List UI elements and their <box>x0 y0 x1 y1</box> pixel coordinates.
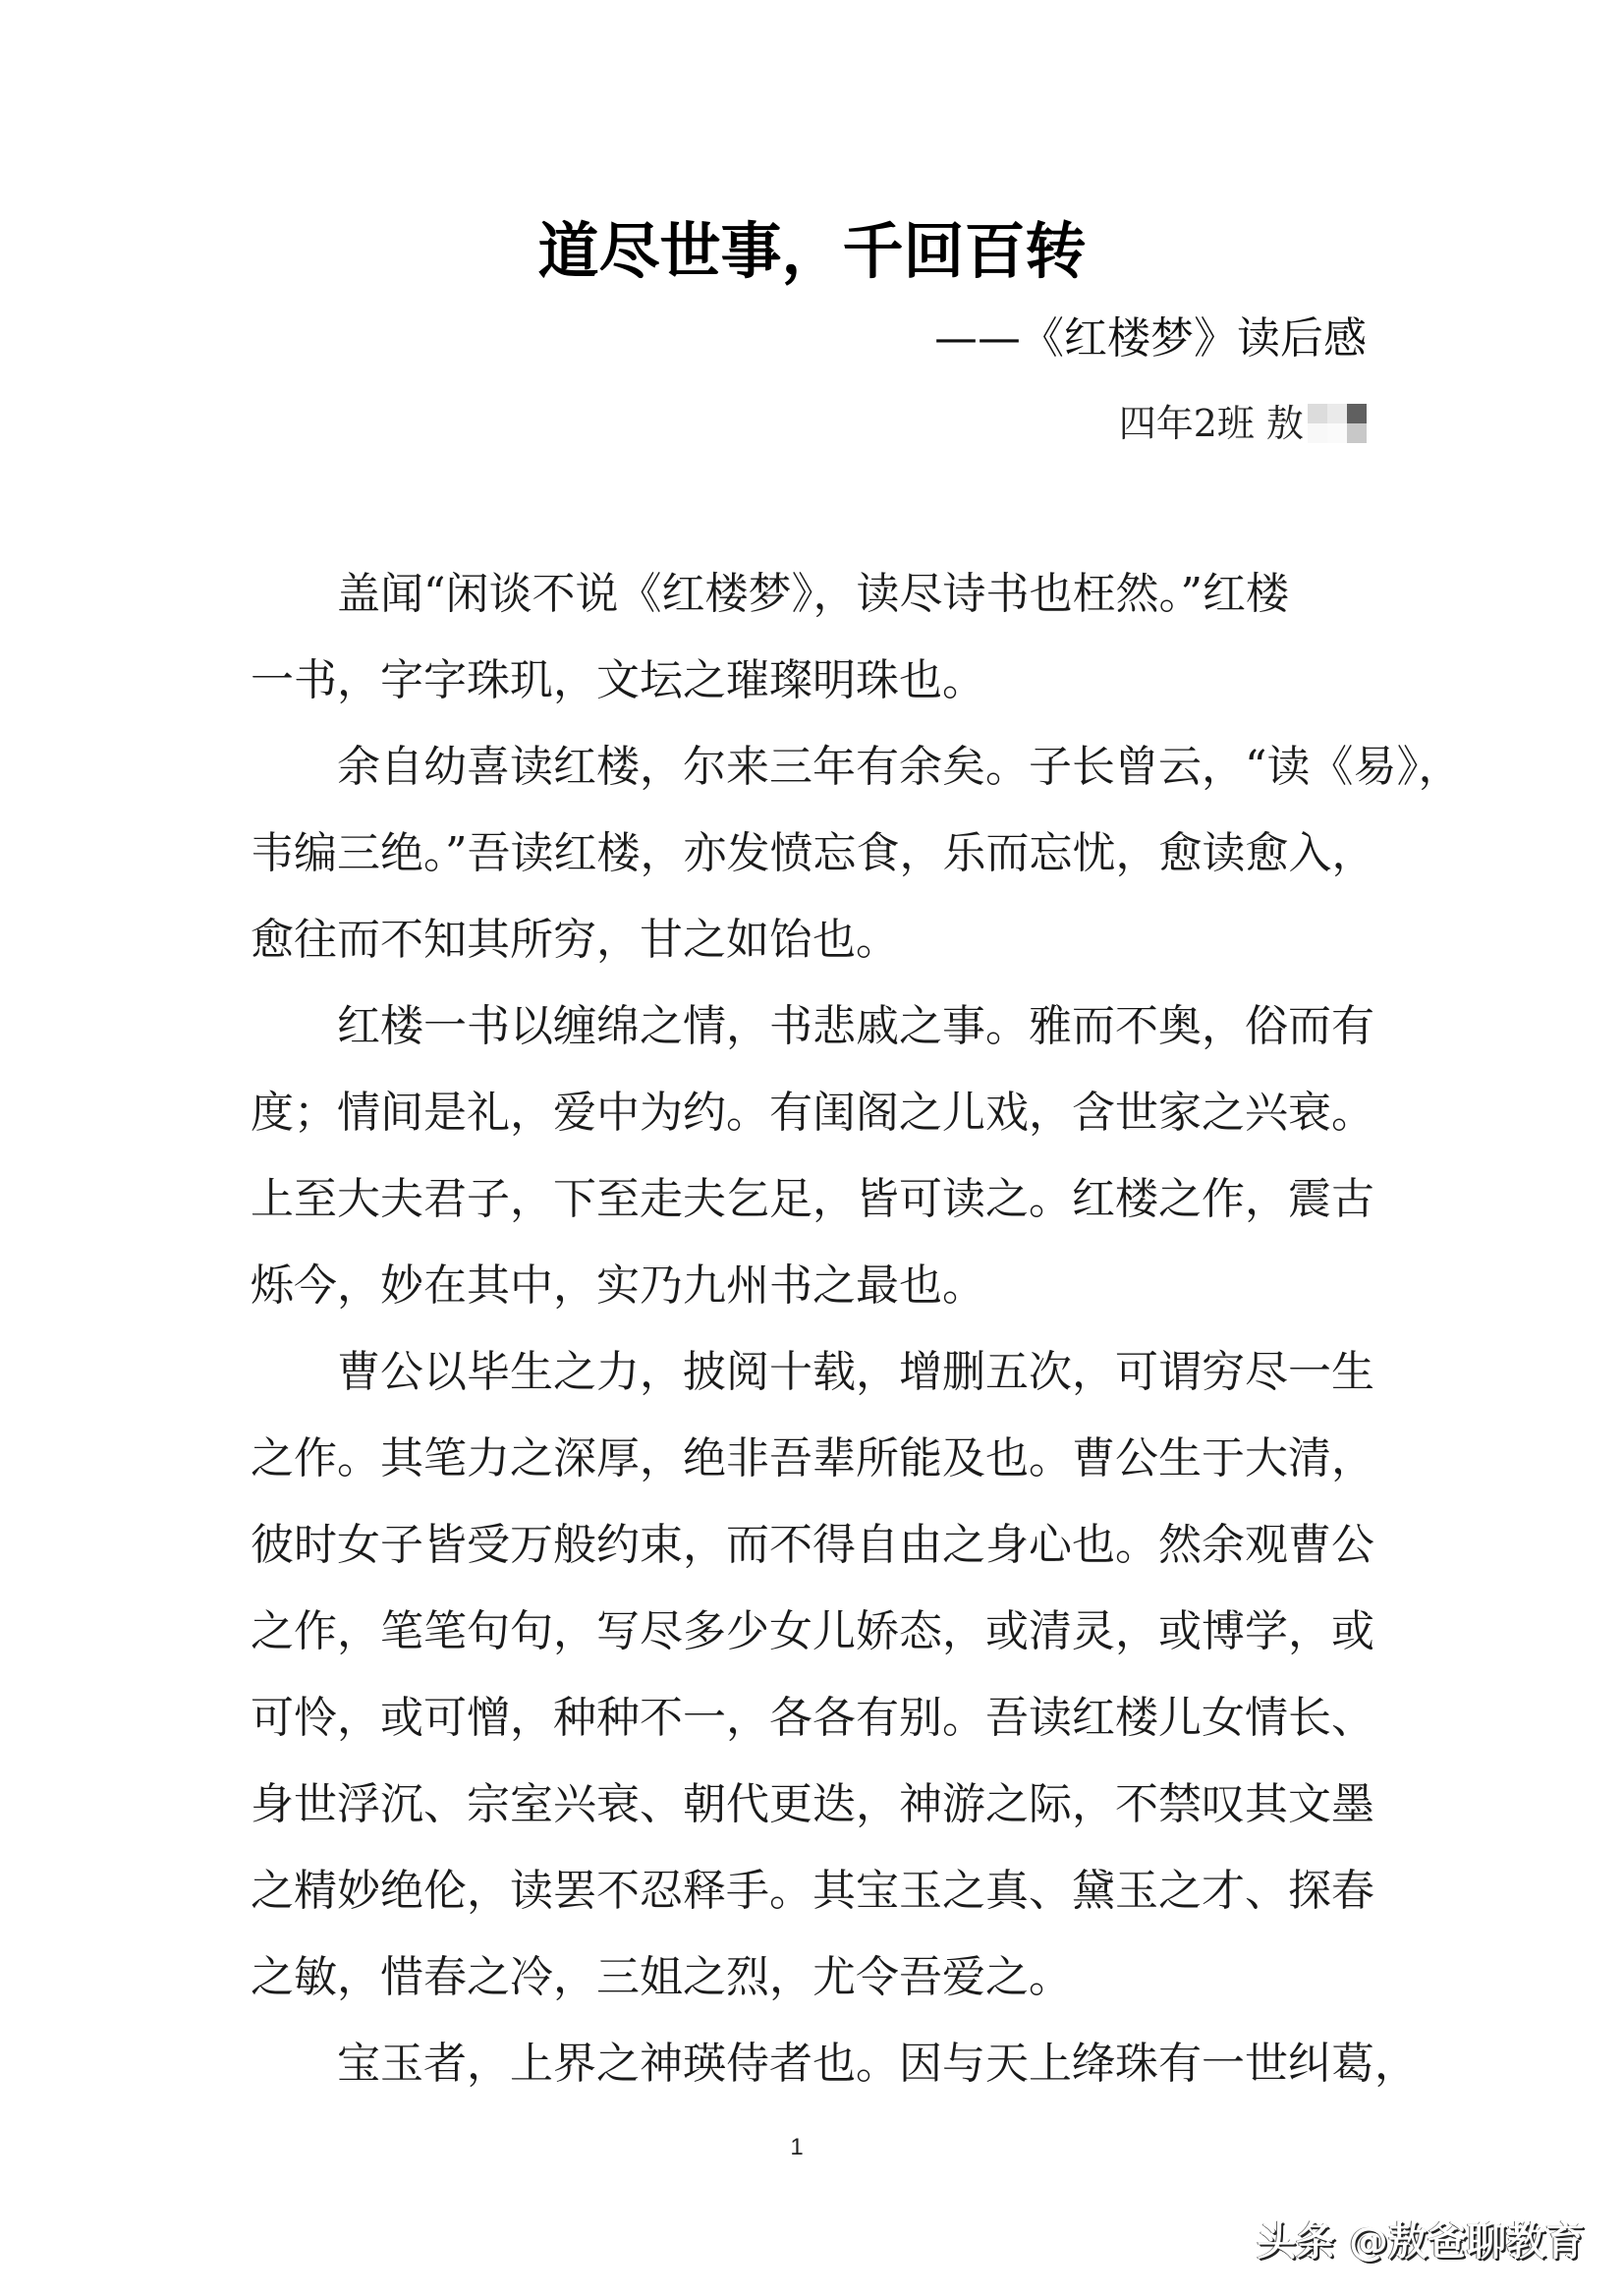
author-class-label: 四年2班 敖 <box>1118 402 1304 445</box>
text-line: 余自幼喜读红楼，尔来三年有余矣。子长曾云，“读《易》， <box>337 742 1462 792</box>
mosaic-block <box>1347 404 1367 423</box>
text-line: 红楼一书以缠绵之情，书悲戚之事。雅而不奥，俗而有 <box>337 1001 1374 1051</box>
mosaic-block <box>1308 423 1327 443</box>
paragraph <box>251 724 1462 983</box>
mosaic-block <box>1327 423 1347 443</box>
essay-subtitle: ——《红楼梦》读后感 <box>934 313 1367 364</box>
paragraph <box>251 983 1380 1329</box>
text-line: 曹公以毕生之力，披阅十载，增删五次，可谓穷尽一生 <box>337 1347 1374 1397</box>
text-line: 可怜，或可憎，种种不一，各各有别。吾读红楼儿女情长、 <box>251 1693 1374 1743</box>
redacted-name-mosaic <box>1308 404 1367 443</box>
text-line: 愈往而不知其所穷，甘之如饴也。 <box>251 915 899 965</box>
mosaic-block <box>1308 404 1327 423</box>
watermark: 头条 @敖爸聊教育 <box>1257 2219 1585 2265</box>
paragraph <box>251 1329 1380 2021</box>
paragraph <box>251 551 1380 724</box>
text-line: 之敏，惜春之冷，三姐之烈，尤令吾爱之。 <box>251 1952 1072 2002</box>
text-line: 之作。其笔力之深厚，绝非吾辈所能及也。曹公生于大清， <box>251 1433 1374 1484</box>
page-number: 1 <box>790 2134 804 2160</box>
text-line: 烁今，妙在其中，实乃九州书之最也。 <box>251 1260 985 1311</box>
paragraph <box>251 2021 1418 2107</box>
text-line: 一书，字字珠玑，文坛之璀璨明珠也。 <box>251 655 985 705</box>
mosaic-block <box>1327 404 1347 423</box>
author-line <box>1119 401 1367 446</box>
text-line: 盖闻“闲谈不说《红楼梦》，读尽诗书也枉然。”红楼 <box>337 569 1289 619</box>
text-line: 宝玉者，上界之神瑛侍者也。因与天上绛珠有一世纠葛， <box>337 2039 1418 2089</box>
text-line: 之作，笔笔句句，写尽多少女儿娇态，或清灵，或博学，或 <box>251 1606 1374 1656</box>
text-line: 之精妙绝伦，读罢不忍释手。其宝玉之真、黛玉之才、探春 <box>251 1866 1374 1916</box>
text-line: 彼时女子皆受万般约束，而不得自由之身心也。然余观曹公 <box>251 1520 1374 1570</box>
text-line: 身世浮沉、宗室兴衰、朝代更迭，神游之际，不禁叹其文墨 <box>251 1779 1374 1829</box>
essay-body <box>251 551 1462 2107</box>
essay-title: 道尽世事，千回百转 <box>537 215 1087 287</box>
text-line: 韦编三绝。”吾读红楼，亦发愤忘食，乐而忘忧，愈读愈入， <box>251 828 1375 878</box>
text-line: 度；情间是礼，爱中为约。有闺阁之儿戏，含世家之兴衰。 <box>251 1088 1374 1138</box>
mosaic-block <box>1347 423 1367 443</box>
text-line: 上至大夫君子，下至走夫乞足，皆可读之。红楼之作，震古 <box>251 1174 1374 1224</box>
